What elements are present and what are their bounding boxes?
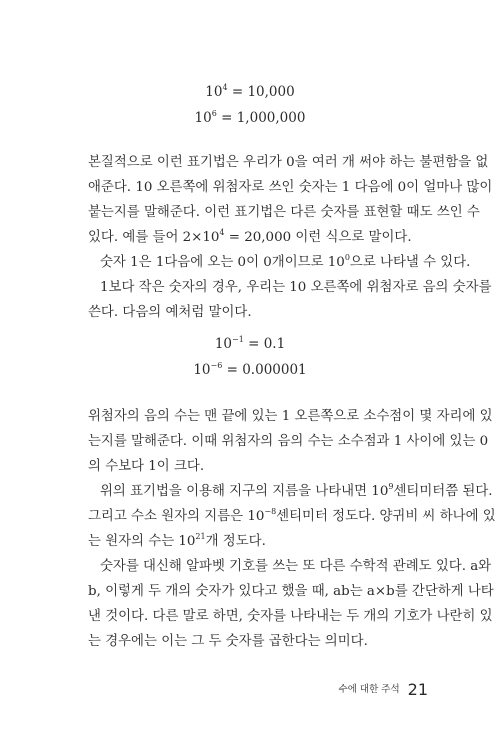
text-line: 본질적으로 이런 표기법은 우리가 0을 여러 개 써야 하는 불편함을 없 [88,155,489,170]
page-footer [339,680,428,699]
text-line: 붙는지를 말해준다. 이런 표기법은 다른 숫자를 표현할 때도 쓰인 수 [88,205,480,220]
equation-line: $10^6 = 1,000,000$ [194,109,306,126]
text-line: 위첨자의 음의 수는 맨 끝에 있는 1 오른쪽으로 소수점이 몇 자리에 있 [88,409,493,424]
text-line: 는지를 말해준다. 이때 위첨자의 음의 수는 소수점과 1 사이에 있는 0 [88,434,489,449]
running-title: 수에 대한 주석 [338,684,400,695]
text-line: 낸 것이다. 다른 말로 하면, 숫자를 나타내는 두 개의 기호가 나란히 있 [88,609,493,624]
equation-line: $10^{-6} = 0.000001$ [193,361,307,378]
text-line: 1보다 작은 숫자의 경우, 우리는 10 오른쪽에 위첨자로 음의 숫자를 [100,280,492,295]
text-line: b, 이렇게 두 개의 숫자가 있다고 했을 때, ab는 a×b를 간단하게 나타 [88,584,494,599]
text-line: 숫자 1은 1다음에 오는 0이 0개이므로 $10^0$으로 나타낼 수 있다. [100,253,471,270]
text-line: 그리고 수소 원자의 지름은 $10^{-8}$센티미터 정도다. 양귀비 씨 하나에 있 [88,507,496,524]
text-line: 있다. 예를 들어 $2\times 10^4 = 20,000$ 이런 식으로 말이다. [88,228,412,245]
page-number: 21 [407,680,428,699]
equation-line: $10^4 = 10,000$ [205,83,295,100]
equation-block-negative [0,334,500,380]
paragraph-1 [88,150,493,325]
text-line: 는 원자의 수는 $10^{21}$개 정도다. [88,532,266,549]
text-line: 의 수보다 1이 크다. [88,459,205,474]
equation-block-positive [0,82,500,128]
paragraph-2 [88,404,496,654]
equation-line: $10^{-1} = 0.1$ [214,335,286,352]
text-line: 는 경우에는 이는 그 두 숫자를 곱한다는 의미다. [88,634,368,649]
text-line: 숫자를 대신해 알파벳 기호를 쓰는 또 다른 수학적 관례도 있다. a와 [100,559,492,574]
text-line: 쓴다. 다음의 예처럼 말이다. [88,305,252,320]
text-line: 위의 표기법을 이용해 지구의 지름을 나타내면 $10^9$센티미터쯤 된다. [100,482,493,499]
text-line: 애준다. 10 오른쪽에 위첨자로 쓰인 숫자는 1 다음에 0이 얼마나 많이 [88,180,493,195]
